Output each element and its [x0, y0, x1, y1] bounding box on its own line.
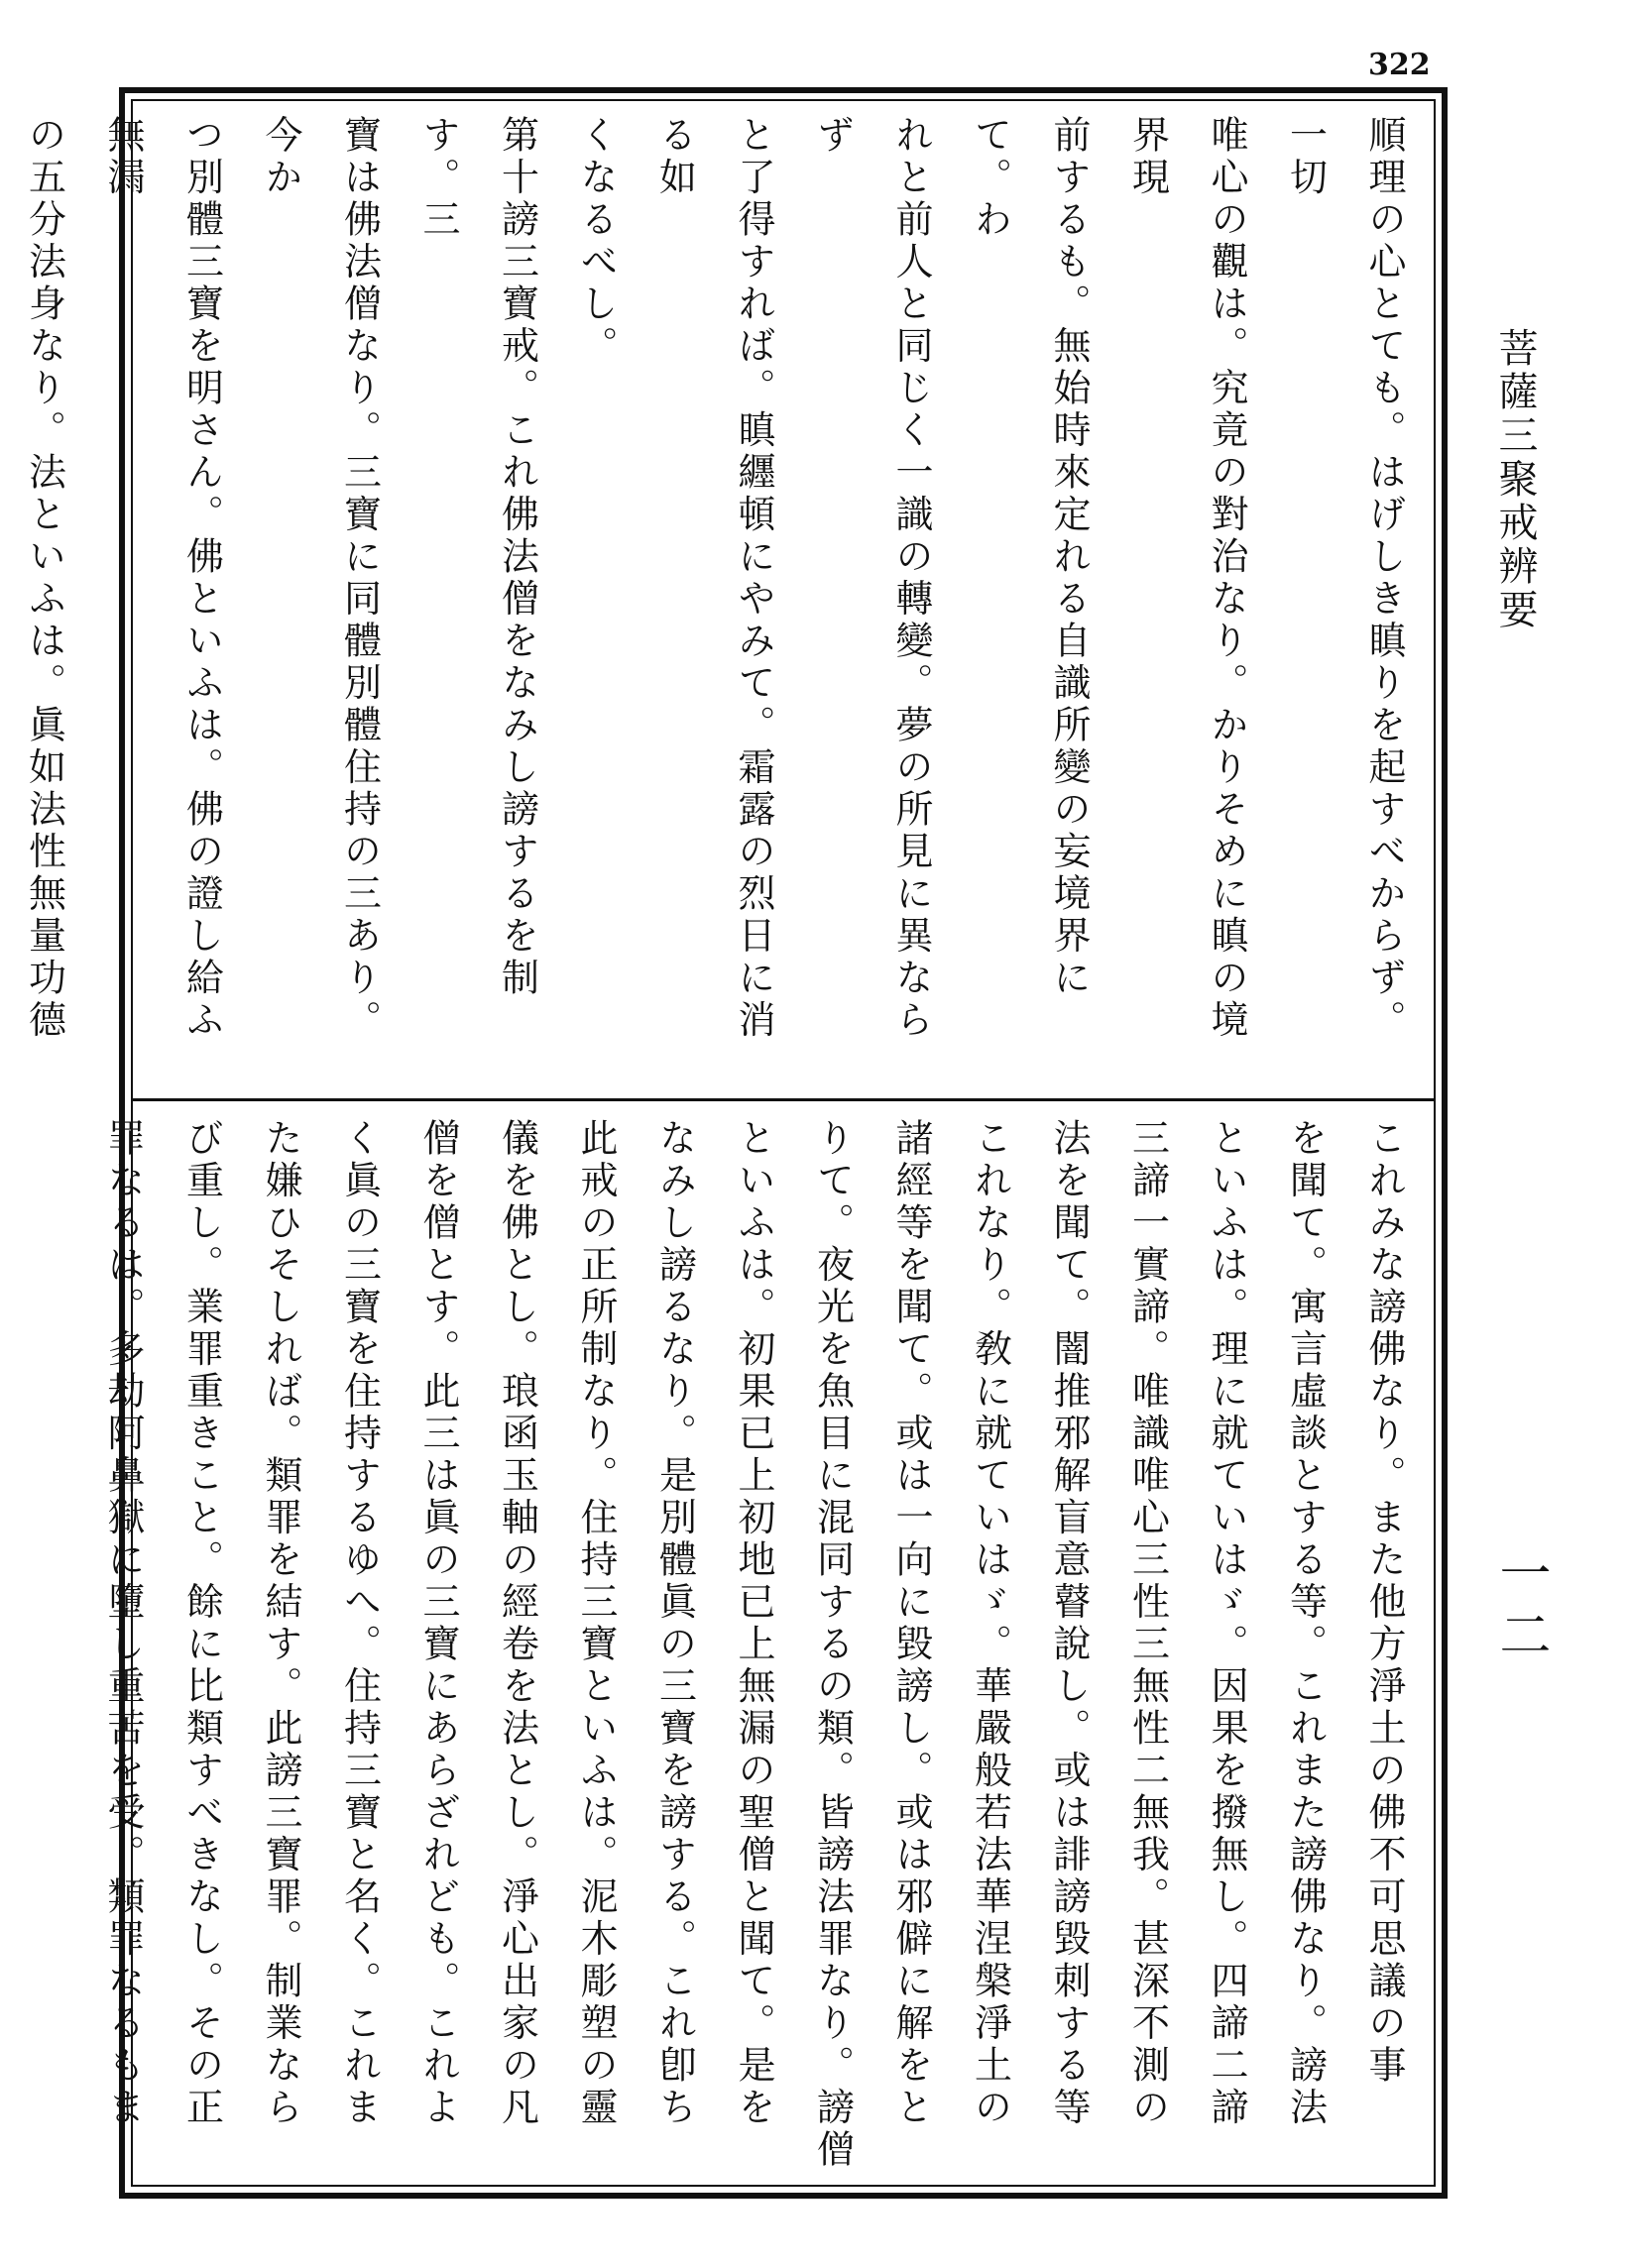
text-line: 第十謗三寶戒。これ佛法僧をなみし謗するを制す。三	[416, 115, 539, 1000]
text-line: 前するも。無始時來定れる自識所變の妄境界にて。わ	[968, 115, 1091, 1000]
text-line: 寶は佛法僧なり。三寶に同體別體住持の三あり。今か	[259, 115, 382, 1042]
text-line: び重し。業罪重きこと。餘に比類すべきなし。その正	[179, 1118, 224, 2129]
text-line: 諸經等を聞て。或は一向に毀謗し。或は邪僻に解をと	[889, 1118, 933, 2129]
text-line: 此戒の正所制なり。住持三寶といふは。泥木彫塑の靈	[574, 1118, 618, 2129]
text-line: 法を聞て。闇推邪解盲意瞽說し。或は誹謗毀刺する等	[1047, 1118, 1091, 2129]
text-line: これみな謗佛なり。また他方淨土の佛不可思議の事	[1362, 1118, 1406, 2088]
text-line: 唯心の觀は。究竟の對治なり。かりそめに瞋の境界現	[1125, 115, 1248, 1042]
text-line: 三諦一實諦。唯識唯心三性三無性二無我。甚深不測の	[1125, 1118, 1170, 2129]
text-line: た嫌ひそしれば。類罪を結す。此謗三寶罪。制業なら	[259, 1118, 302, 2129]
chapter-number: 一二	[1490, 1546, 1550, 1669]
text-line: と了得すれば。瞋纒頓にやみて。霜露の烈日に消る如	[652, 115, 775, 1042]
text-line: 罪なるは。多劫阿鼻獄に墮し重苦を受。類罪なるもま	[101, 1118, 145, 2129]
text-line: つ別體三寶を明さん。佛といふは。佛の證し給ふ無漏	[101, 115, 224, 1042]
upper-text-block	[22, 115, 1423, 1081]
text-line: を聞て。寓言虛談とする等。これまた謗佛なり。謗法	[1283, 1118, 1328, 2129]
section-divider	[131, 1098, 1436, 1101]
text-line: れと前人と同じく一識の轉變。夢の所見に異ならず	[810, 115, 933, 1042]
text-line: の五分法身なり。法といふは。眞如法性無量功德	[22, 115, 66, 1042]
text-line: なみし謗るなり。是別體眞の三寶を謗する。これ卽ち	[652, 1118, 697, 2129]
text-line: りて。夜光を魚目に混同するの類。皆謗法罪なり。謗僧	[810, 1118, 855, 2172]
text-line: これなり。敎に就ていはゞ。華嚴般若法華涅槃淨土の	[968, 1118, 1012, 2129]
text-line: 順理の心とても。はげしき瞋りを起すべからず。一切	[1283, 115, 1406, 1042]
text-line: といふは。理に就ていはゞ。因果を撥無し。四諦二諦	[1205, 1118, 1248, 2129]
text-line: くなるべし。	[574, 115, 618, 368]
page-number: 322	[1368, 48, 1431, 82]
text-line: く眞の三寶を住持するゆへ。住持三寶と名く。これま	[337, 1118, 382, 2129]
text-line: 儀を佛とし。琅函玉軸の經卷を法とし。淨心出家の凡	[495, 1118, 539, 2129]
lower-text-block	[101, 1118, 1423, 2177]
text-line: といふは。初果已上初地已上無漏の聖僧と聞て。是を	[732, 1118, 775, 2129]
running-title: 菩薩三聚戒辨要	[1492, 327, 1538, 632]
text-line: 僧を僧とす。此三は眞の三寶にあらざれども。これよ	[416, 1118, 460, 2129]
